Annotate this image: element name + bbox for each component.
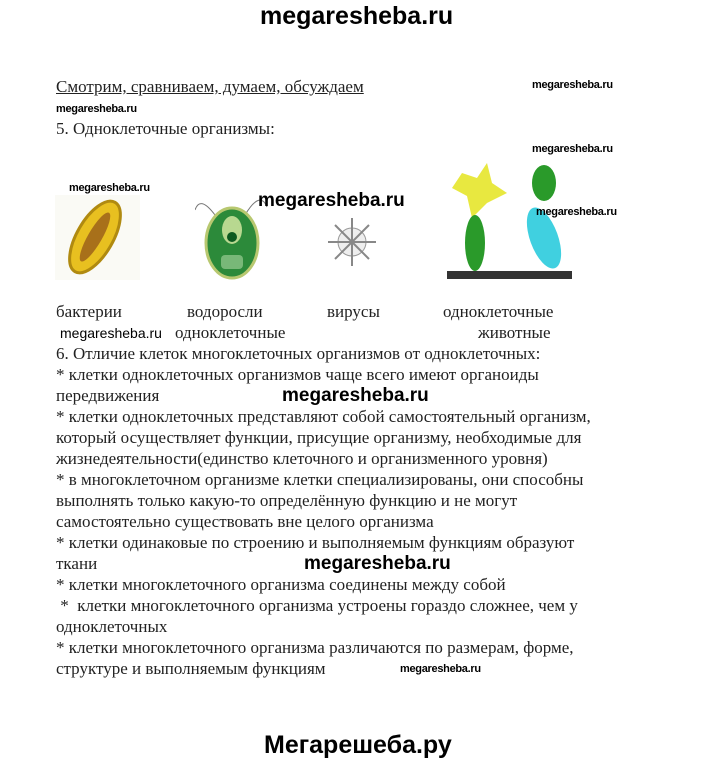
- text-line: 6. Отличие клеток многоклеточных организмов от одноклеточных:: [56, 344, 541, 363]
- text-line: * клетки одинаковые по строению и выполняемым функциям образуют: [56, 533, 575, 552]
- caption-viruses: вирусы: [327, 302, 380, 321]
- protozoa-image: [447, 158, 572, 280]
- text-line: ткани: [56, 554, 98, 573]
- caption-algae: водоросли: [187, 302, 263, 321]
- text-line: * клетки одноклеточных представляют собой самостоятельный организм,: [56, 407, 591, 426]
- text-line: * клетки многоклеточного организма различаются по размерам, форме,: [56, 638, 574, 657]
- watermark: megaresheba.ru: [69, 182, 150, 194]
- watermark: megaresheba.ru: [532, 143, 613, 155]
- text-line: * клетки многоклеточного организма устроены гораздо сложнее, чем у: [56, 596, 578, 615]
- q5-title: 5. Одноклеточные организмы:: [56, 119, 275, 138]
- text-line: * клетки многоклеточного организма соединены между собой: [56, 575, 506, 594]
- watermark: megaresheba.ru: [400, 663, 481, 675]
- text-line: * клетки одноклеточных организмов чаще всего имеют органоиды: [56, 365, 539, 384]
- watermark: megaresheba.ru: [56, 103, 137, 115]
- text-line: * в многоклеточном организме клетки специализированы, они способны: [56, 470, 584, 489]
- watermark-large: megaresheba.ru: [304, 553, 451, 574]
- caption-bacteria: бактерии: [56, 302, 122, 321]
- caption-protozoa: одноклеточные: [443, 302, 554, 321]
- text-line: структуре и выполняемым функциям: [56, 659, 326, 678]
- site-header: megaresheba.ru: [260, 2, 454, 30]
- watermark: megaresheba.ru: [532, 79, 613, 91]
- text-line: передвижения: [56, 386, 160, 405]
- watermark-large: megaresheba.ru: [282, 385, 429, 406]
- site-footer: Мегарешеба.ру: [264, 731, 452, 759]
- text-line: который осуществляет функции, присущие организму, необходимые для: [56, 428, 582, 447]
- caption-protozoa-2: животные: [478, 323, 551, 342]
- text-line: одноклеточных: [56, 617, 168, 636]
- section-title: Смотрим, сравниваем, думаем, обсуждаем: [56, 77, 364, 96]
- watermark: megaresheba.ru: [536, 206, 617, 218]
- text-line: выполнять только какую-то определённую функцию и не могут: [56, 491, 518, 510]
- bacteria-image: [55, 195, 140, 280]
- text-line: жизнедеятельности(единство клеточного и организменного уровня): [56, 449, 548, 468]
- watermark-large: megaresheba.ru: [258, 190, 405, 211]
- watermark: megaresheba.ru: [60, 325, 162, 341]
- virus-image: [327, 215, 377, 270]
- text-line: самостоятельно существовать вне целого организма: [56, 512, 434, 531]
- caption-algae-2: одноклеточные: [175, 323, 286, 342]
